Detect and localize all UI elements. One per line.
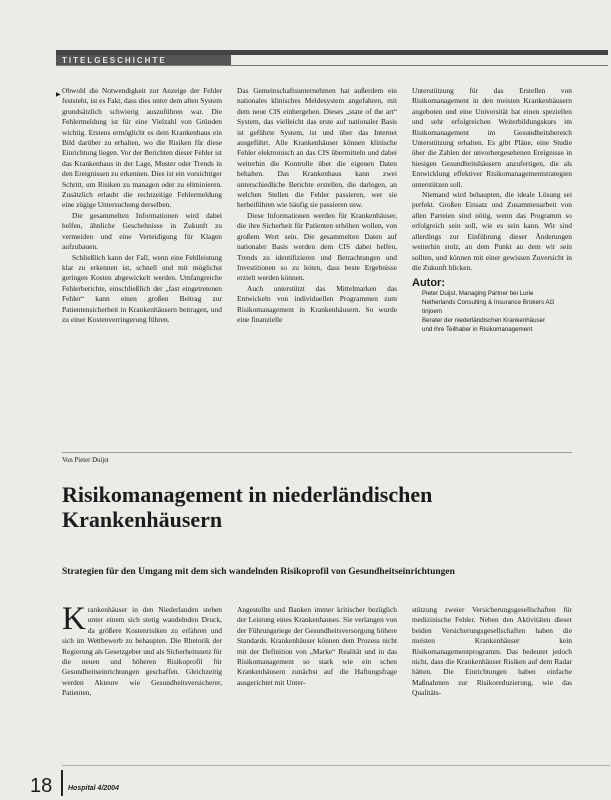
paragraph: Diese Informationen werden für Krankenhäuser, die ihre Sicherheit für Patienten erhöhen wollen, von großem Wert sein. Die gesammelten Daten auf nationaler Basis werden dem CIS dabei helfen, Trends zu identifizieren und Betrachtungen und Investitionen so zu leiten, dass beste Ergebnisse erzielt werden können.: [237, 210, 397, 283]
author-line: Pieter Duijst, Managing Partner bei Lurie: [422, 290, 534, 298]
paragraph: Angestellte und Banken immer kritischer bezüglich der Leistung eines Krankenhauses. Sie verlangen von der Führungsriege der Gesundheitsversorgung höhere Standards. Krankenhäuser können dem Prozess nicht mit der Definition von „Marke“ Realität und in das Risikomanagement so stark wie ein schen Krankenhäusern zunächst auf die Haftungsfrage ausgerichtet mit Unter-: [237, 605, 397, 687]
footer-divider: [61, 770, 63, 796]
section-title: TITELGESCHICHTE: [62, 56, 167, 65]
author-line: Berater der niederländischen Krankenhäuser: [422, 317, 546, 325]
author-line: tinjoem: [422, 308, 442, 316]
article-subtitle: Strategien für den Umgang mit dem sich wandelnden Risikoprofil von Gesundheitseinrichtungen: [62, 567, 455, 577]
byline: Von Pieter Duijst: [62, 457, 109, 464]
paragraph: Niemand wird behaupten, die ideale Lösung sei perfekt. Großen Einsatz und Zusammenarbeit von allen Parteien sind nötig, wenn das Programm so erfolgreich sein soll, wie es sein kann. Wir sind allerdings zur Einführung dieser Änderungen weiterhin stolz, an dem Punkt an dem wir sein sollten, und können mit einer gewissen Zuversicht in die Zukunft blicken.: [412, 190, 572, 272]
header-rule: [56, 65, 608, 66]
bottom-article-columns: [62, 605, 572, 755]
paragraph: Schließlich kann der Fall, wenn eine Fehlleistung klar zu erkennen ist, schnell und mit möglichst geringen Kosten abgewickelt werden. Umfangreiche Fehlerberichte, einschließlich der „fast eingetretenen Fehler“ kann einen großen Beitrag zur Patientensicherheit in Krankenhäusern beitragen, und zu einer Kostenverringerung führen.: [62, 252, 222, 324]
paragraph: stützung zweier Versicherungsgesellschaften für medizinische Fehler. Neben den Aktivitäten dieser beiden Versicherungsgesellschaften haben die meisten Krankenhäuser kein Risikomanagementprogramm. Das bedeutet jedoch nicht, dass die Krankenhäuser Risiken auf dem Radar hätten. Die Einrichtungen haben einfache Maßnahmen zur Risikoreduzierung, wie das Qualitäts-: [412, 605, 572, 698]
bottom-column-2: [237, 605, 397, 755]
top-article-columns: [62, 86, 572, 446]
page-number: 18: [30, 775, 53, 797]
author-heading: Autor:: [412, 277, 445, 290]
bottom-column-1: [62, 605, 222, 755]
paragraph: Unterstützung für das Erstellen von Risikomanagement in den meisten Krankenhäusern angeboten und eine Universität hat einen speziellen und sehr erfolgreichen Weiterbildungskurs im Risikomanagement im Gesundheitsbereich Unterstützung erhalten. Es gibt Pläne, eine Studie über die Zahlen der unvorhergesehenen Ereignisse in hiesigen Gesundheitshäusern anzufertigen, die als Entwicklung effektiver Risikomanagementstrategien unterstützen soll.: [412, 86, 572, 189]
paragraph: Auch unterstützt das Mittelmarken das Entwickeln von individuellen Programmen zum Risikomanagement in Krankenhäusern. So wurde eine finanzielle: [237, 283, 397, 324]
paragraph: Das Gemeinschaftsunternehmen hat außerdem ein nationales klinisches Meldesystem angefahren, mit dem neue CIS einhergehen. Dieses „state of the art“ System, das vielleicht das erste auf nationaler Basis ist geführte System, ist und über das Internet ausgeführt. Alle Krankenhäuser können klinische Fehler elektronisch an das CIS übermitteln und dabei weiterhin die Kontrolle über die eigenen Daten behalten. Das Krankenhaus kann zwei unterschiedliche Berichte erstellen, die darlegen, an welchen Stellen die Fehler passieren, wer sie herbeiführen wie häufig sie passieren usw.: [237, 86, 397, 210]
top-column-3: [412, 86, 572, 446]
continuation-arrow-icon: ▶: [56, 92, 61, 98]
top-column-2: [237, 86, 397, 446]
bottom-column-3: [412, 605, 572, 755]
paragraph: Obwohl die Notwendigkeit zur Anzeige der Fehler feststeht, ist es Fakt, dass dies unter dem alten System grundsätzlich schwierig auszuführen war. Die Fehlermeldung ist für eine Vielzahl von Gründen wichtig. Erstens ermöglicht es dem Krankenhaus ein Bild darüber zu erhalten, wo die Risiken für diese Einrichtung liegen. Vor der Berichten dieser Fehler ist das Krankenhaus in der Lage, Muster oder Trends in den Ereignissen zu erkennen. Dies ist ein vorsichtiger Schritt, um Risiken zu managen oder zu eliminieren. Zusätzlich erlaubt die rechtzeitige Fehlermeldung eine zügige Untersuchung derselben.: [62, 86, 222, 210]
author-line: Netherlands Consulting & Insurance Brokers AG: [422, 299, 555, 307]
journal-name: Hospital 4/2004: [68, 785, 119, 792]
article-title: Risikomanagement in niederländischen Krankenhäusern: [62, 482, 433, 532]
paragraph: Die gesammelten Informationen wird dabei helfen, ähnliche Geschehnisse in Zukunft zu vermeiden und eine Verteidigung für Klagen aufzubauen.: [62, 210, 222, 252]
top-column-1: [62, 86, 222, 446]
paragraph: rankenhäuser in den Niederlanden stehen unter einem sich stetig wandelnden Druck, da größere Kostenrisiken zu erfahren und sich im Wettbewerb zu behaupten. Die Rhetorik der Regierung als Gesetzgeber und als Sicherheitsnetz für die neuen und höheren Risikoprofil für Gesundheitseinrichtungen geschaffen. Gleichzeitig werden Akteure wie Gesundheitsversicherer, Patienten,: [62, 605, 222, 698]
drop-cap: K: [62, 605, 86, 637]
article-separator: [62, 452, 572, 453]
author-line: und ihre Teilhaber in Risikomanagement: [422, 326, 533, 334]
footer-rule: [62, 765, 610, 766]
